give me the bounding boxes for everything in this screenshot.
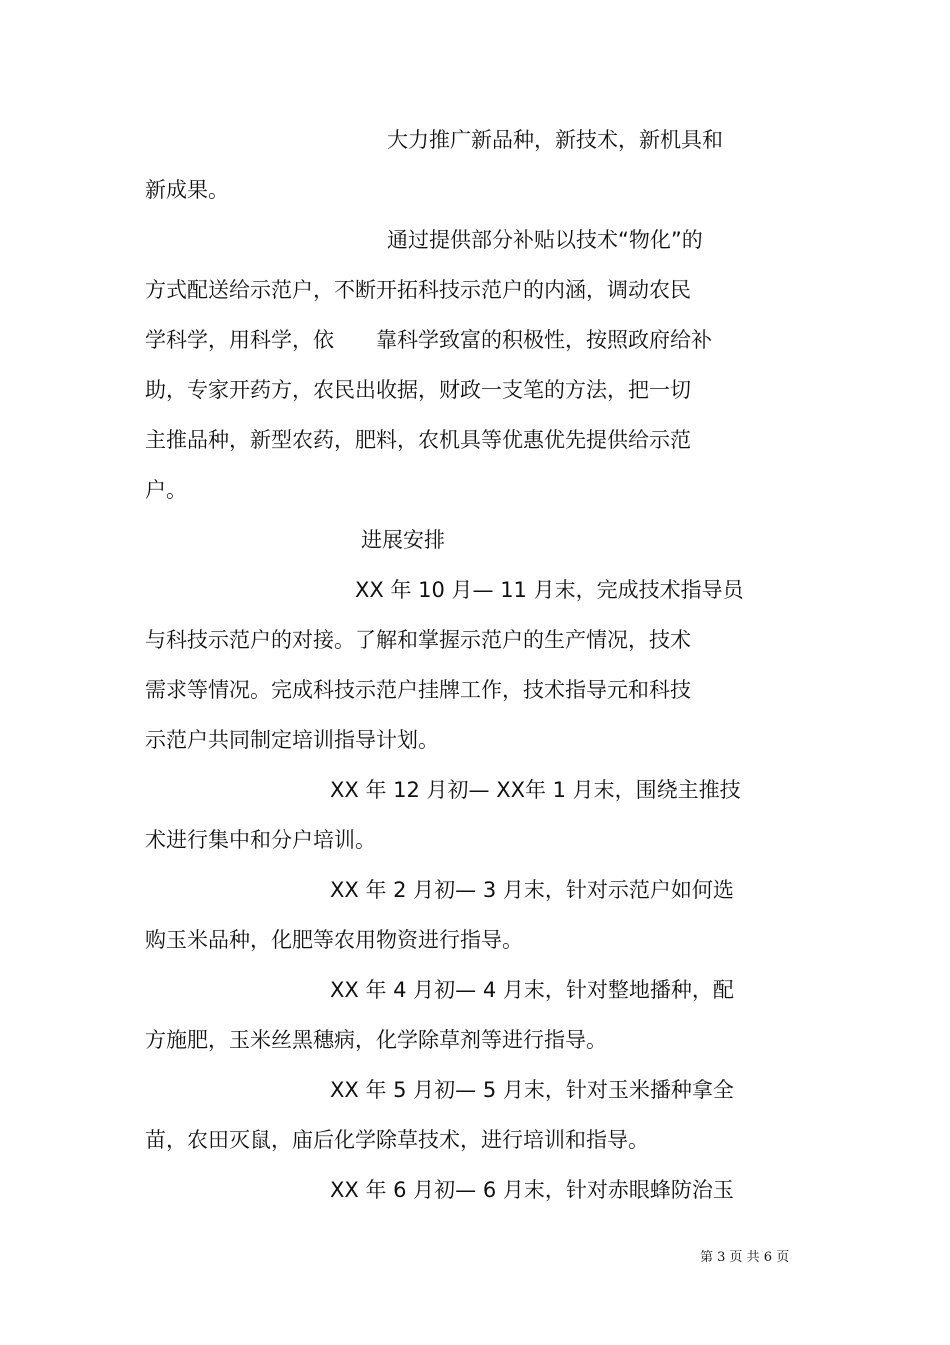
paragraph-line: XX 年 10 月— 11 月末，完成技术指导员 (355, 578, 744, 602)
paragraph-line: 助，专家开药方，农民出收据，财政一支笔的方法，把一切 (145, 378, 691, 402)
page-number: 第 3 页 共 6 页 (700, 1250, 790, 1265)
paragraph-line: 户。 (145, 478, 187, 502)
paragraph-line: XX 年 4 月初— 4 月末，针对整地播种，配 (330, 978, 734, 1002)
paragraph-line: 示范户共同制定培训指导计划。 (145, 728, 439, 752)
paragraph-line: 与科技示范户的对接。了解和掌握示范户的生产情况，技术 (145, 628, 691, 652)
paragraph-line: 新成果。 (145, 178, 229, 202)
paragraph-line: 通过提供部分补贴以技术“物化”的 (387, 228, 703, 252)
paragraph-line: XX 年 2 月初— 3 月末，针对示范户如何选 (330, 878, 734, 902)
paragraph-line: XX 年 6 月初— 6 月末，针对赤眼蜂防治玉 (330, 1178, 734, 1202)
section-heading: 进展安排 (361, 528, 445, 552)
paragraph-line: 方施肥，玉米丝黑穗病，化学除草剂等进行指导。 (145, 1028, 607, 1052)
paragraph-line: 苗，农田灭鼠，庙后化学除草技术，进行培训和指导。 (145, 1128, 649, 1152)
paragraph-line: XX 年 12 月初— XX年 1 月末，围绕主推技 (330, 778, 741, 802)
paragraph-line: 主推品种，新型农药，肥料，农机具等优惠优先提供给示范 (145, 428, 691, 452)
paragraph-line: 术进行集中和分户培训。 (145, 828, 376, 852)
paragraph-line: 购玉米品种，化肥等农用物资进行指导。 (145, 928, 523, 952)
paragraph-line: XX 年 5 月初— 5 月末，针对玉米播种拿全 (330, 1078, 734, 1102)
paragraph-line: 方式配送给示范户，不断开拓科技示范户的内涵，调动农民 (145, 278, 691, 302)
paragraph-line: 需求等情况。完成科技示范户挂牌工作，技术指导元和科技 (145, 678, 691, 702)
paragraph-line: 学科学，用科学，依 靠科学致富的积极性，按照政府给补 (145, 328, 712, 352)
paragraph-line: 大力推广新品种，新技术，新机具和 (387, 128, 723, 152)
